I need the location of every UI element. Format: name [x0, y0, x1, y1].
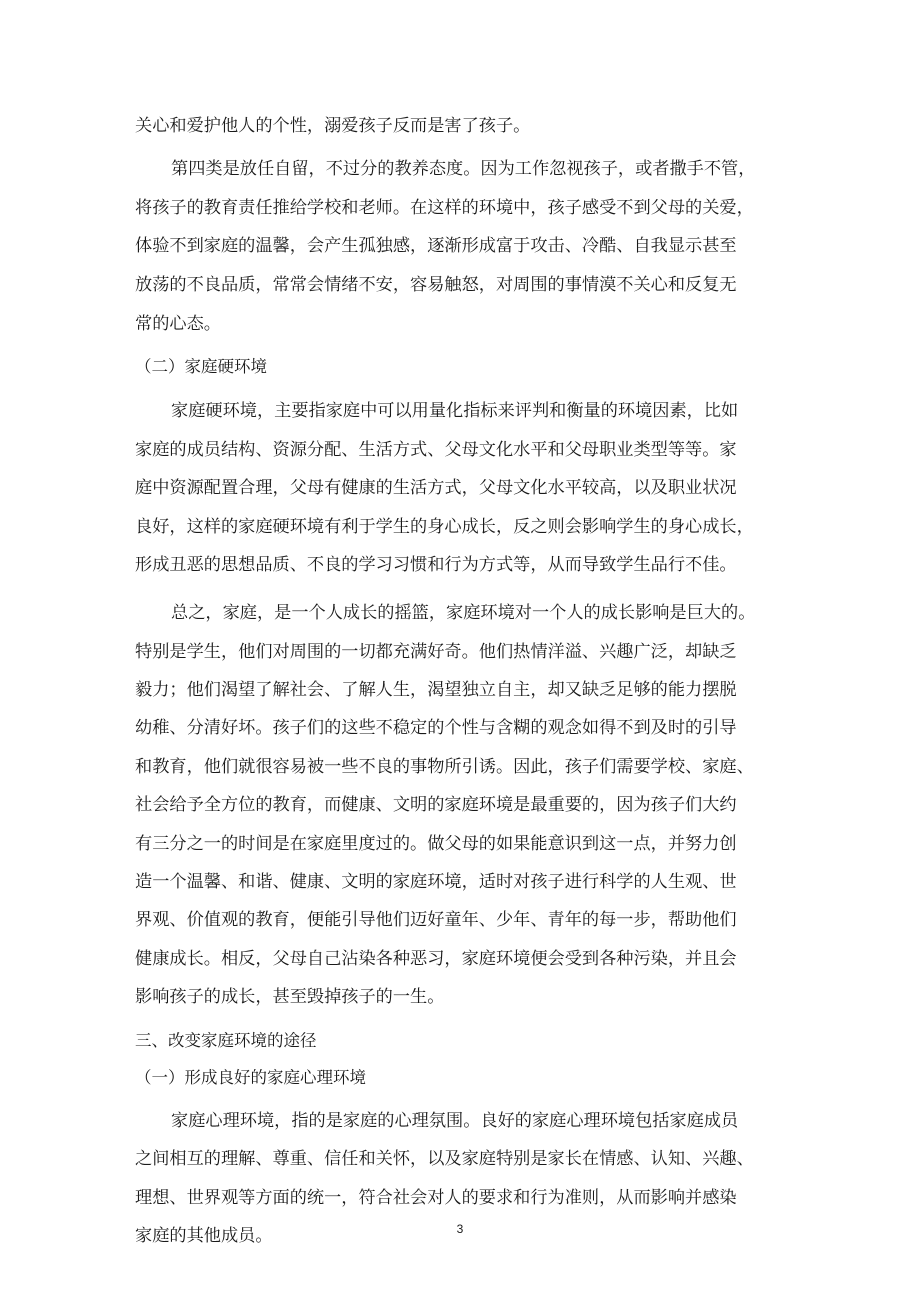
heading-text: （一）形成良好的家庭心理环境 [135, 1067, 366, 1087]
paragraph-line: 界观、价值观的教育，便能引导他们迈好童年、少年、青年的每一步，帮助他们 [135, 910, 737, 931]
section-heading [135, 1027, 695, 1055]
paragraph-line: 家庭的其他成员。 [135, 1226, 273, 1247]
paragraph-line: 影响孩子的成长，甚至毁掉孩子的一生。 [135, 987, 445, 1008]
paragraph-line: 关心和爱护他人的个性，溺爱孩子反而是害了孩子。 [135, 116, 531, 136]
paragraph-line: 第四类是放任自留，不过分的教养态度。因为工作忽视孩子，或者撒手不管， [171, 159, 756, 180]
paragraph-line: 家庭心理环境，指的是家庭的心理氛围。良好的家庭心理环境包括家庭成员 [171, 1110, 739, 1131]
paragraph-line: 家庭的成员结构、资源分配、生活方式、父母文化水平和父母职业类型等等。家 [135, 439, 737, 460]
paragraph-line: 总之，家庭，是一个人成长的摇篮，家庭环境对一个人的成长影响是巨大的。 [171, 603, 756, 624]
heading-text: （二）家庭硬环境 [135, 357, 267, 377]
heading-text: 三、改变家庭环境的途径 [135, 1030, 317, 1050]
paragraph-line: 理想、世界观等方面的统一，符合社会对人的要求和行为准则，从而影响并感染 [135, 1187, 737, 1208]
paragraph-line: 特别是学生，他们对周围的一切都充满好奇。他们热情洋溢、兴趣广泛，却缺乏 [135, 641, 737, 662]
paragraph-line: 家庭硬环境，主要指家庭中可以用量化指标来评判和衡量的环境因素，比如 [171, 401, 739, 422]
paragraph-line: 体验不到家庭的温馨，会产生孤独感，逐渐形成富于攻击、冷酷、自我显示甚至 [135, 236, 737, 257]
paragraph [135, 112, 695, 140]
document-body [135, 112, 756, 1256]
paragraph-line: 造一个温馨、和谐、健康、文明的家庭环境，适时对孩子进行科学的人生观、世 [135, 872, 737, 893]
paragraph-line: 将孩子的教育责任推给学校和老师。在这样的环境中，孩子感受不到父母的关爱， [135, 197, 754, 218]
paragraph-line: 幼稚、分清好坏。孩子们的这些不稳定的个性与含糊的观念如得不到及时的引导 [135, 718, 737, 739]
section-heading [135, 353, 695, 381]
paragraph-line: 社会给予全方位的教育，而健康、文明的家庭环境是最重要的，因为孩子们大约 [135, 795, 737, 816]
paragraph-line: 毅力；他们渴望了解社会、了解人生，渴望独立自主，却又缺乏足够的能力摆脱 [135, 680, 737, 701]
paragraph-line: 和教育，他们就很容易被一些不良的事物所引诱。因此，孩子们需要学校、家庭、 [135, 756, 754, 777]
paragraph-line: 之间相互的理解、尊重、信任和关怀，以及家庭特别是家长在情感、认知、兴趣、 [135, 1149, 754, 1170]
paragraph [135, 594, 756, 1016]
paragraph-line: 庭中资源配置合理，父母有健康的生活方式，父母文化水平较高，以及职业状况 [135, 478, 737, 499]
paragraph-line: 放荡的不良品质，常常会情绪不安，容易触怒，对周围的事情漠不关心和反复无 [135, 274, 737, 295]
page-number: 3 [456, 1222, 464, 1236]
paragraph-line: 常的心态。 [135, 313, 221, 334]
paragraph-line: 良好，这样的家庭硬环境有利于学生的身心成长，反之则会影响学生的身心成长， [135, 516, 754, 537]
section-heading [135, 1064, 695, 1092]
paragraph-line: 有三分之一的时间是在家庭里度过的。做父母的如果能意识到这一点，并努力创 [135, 833, 737, 854]
paragraph-line: 形成丑恶的思想品质、不良的学习习惯和行为方式等，从而导致学生品行不佳。 [135, 554, 737, 575]
paragraph [135, 392, 754, 584]
paragraph [135, 150, 756, 343]
paragraph-line: 健康成长。相反，父母自己沾染各种恶习，家庭环境便会受到各种污染，并且会 [135, 948, 737, 969]
